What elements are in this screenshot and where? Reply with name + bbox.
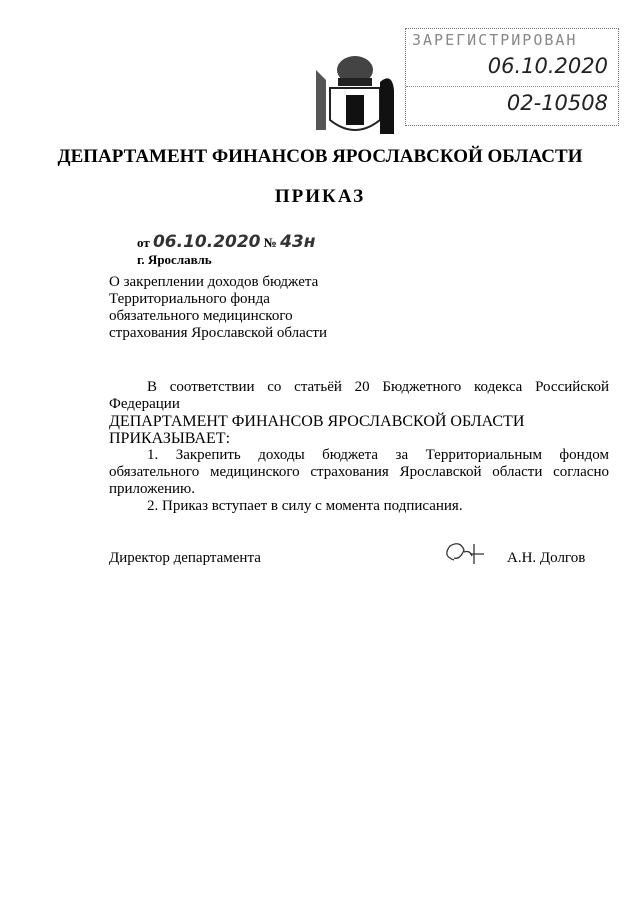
subject-line: обязательного медицинского <box>109 308 293 324</box>
subject-line: О закреплении доходов бюджета <box>109 274 319 290</box>
registration-stamp <box>405 28 619 126</box>
orders-line: ДЕПАРТАМЕНТ ФИНАНСОВ ЯРОСЛАВСКОЙ ОБЛАСТИ ПРИКАЗЫВАЕТ: <box>109 413 525 447</box>
subject <box>109 274 327 342</box>
coat-of-arms-emblem <box>308 50 402 142</box>
city: г. Ярославль <box>137 252 212 267</box>
subject-line: Территориального фонда <box>109 291 270 307</box>
body <box>109 379 609 515</box>
from-label: от <box>137 235 150 250</box>
order-date: 06.10.2020 <box>152 232 261 252</box>
basis-line: Федерации <box>109 396 180 412</box>
subject-line: страхования Ярославской области <box>109 325 328 341</box>
item-1: 1. Закрепить доходы бюджета за Территориальным фондом <box>147 447 609 463</box>
stamp-date: 06.10.2020 <box>487 54 608 78</box>
doc-type: ПРИКАЗ <box>274 186 366 207</box>
handwritten-signature <box>440 538 490 568</box>
item-1: обязательного медицинского страхования Ярославской области согласно <box>109 464 609 480</box>
signer-position: Директор департамента <box>109 550 261 566</box>
item-1: приложению. <box>109 481 196 497</box>
order-meta <box>137 232 316 252</box>
order-number: 43н <box>280 232 316 252</box>
stamp-number: 02-10508 <box>506 91 608 115</box>
item-2: 2. Приказ вступает в силу с момента подписания. <box>147 498 463 514</box>
basis-line: В соответствии со статьёй 20 Бюджетного кодекса Российской <box>147 379 609 395</box>
number-label: № <box>263 235 277 250</box>
department-title: ДЕПАРТАМЕНТ ФИНАНСОВ ЯРОСЛАВСКОЙ ОБЛАСТИ <box>57 146 583 167</box>
stamp-title: ЗАРЕГИСТРИРОВАН <box>412 31 578 49</box>
signer-name: А.Н. Долгов <box>507 550 586 566</box>
